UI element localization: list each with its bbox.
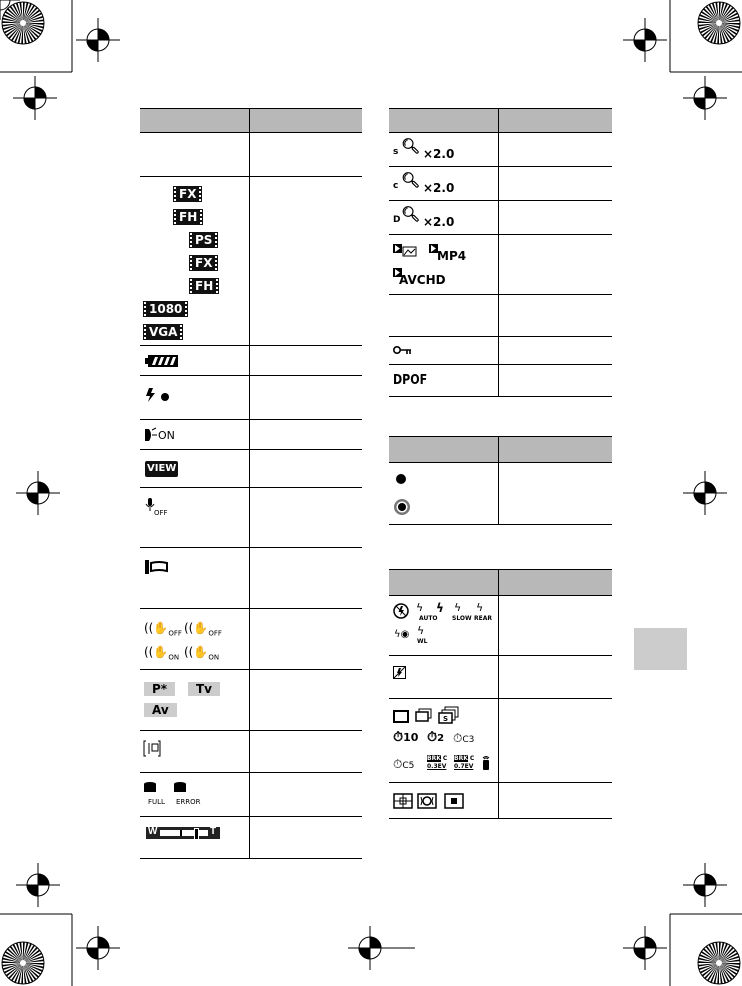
header-cell-indication [498,437,612,463]
memory-error-icon [174,782,188,794]
fh-quality-icon: FH [190,279,218,293]
table-row [389,235,498,295]
table-row [140,731,249,773]
registration-starburst [698,2,740,44]
table-row [389,699,498,783]
bracket-03-icon: BRK C 0.3EV [427,755,448,770]
multi-metering-icon [393,793,413,809]
self-timer-2-icon: ⏱︎2 [427,730,445,745]
image-size-guide-icon [144,741,162,757]
right-display-table-2 [389,436,612,525]
zoom-magnifier-icon: 🔍︎ [401,205,421,223]
svg-text:S: S [443,715,449,723]
left-display-table [140,108,362,859]
dpof-icon: DPOF [393,373,428,388]
self-timer-c3-icon: ⏱︎C3 [453,731,475,745]
af-illuminator-icon [144,427,158,443]
header-cell-display [389,437,498,463]
table-row [140,609,249,670]
table-row [389,783,498,819]
table-row [389,337,498,365]
speed-priority-icon [439,706,461,724]
registration-starburst [698,942,740,984]
continuous-icon [415,708,433,724]
tv-icon: Tv [188,682,220,696]
flash-off-icon [393,603,409,619]
mp4-label: MP4 [437,249,467,263]
flash-charging-icon [145,388,175,404]
fx-quality-icon: FX [174,187,201,201]
header-cell-display [140,109,249,133]
flash-wireless-icon: ϟ [417,624,425,637]
steadyshot-off-movie-icon: (($✋_{OFF}$ [184,621,222,638]
ps-quality-icon: PS [190,233,217,247]
header-cell-display [389,109,498,133]
protect-icon [393,346,413,356]
flash-redeye-icon: ϟ◉ [394,629,410,640]
right-display-table-1 [389,108,612,397]
table-row [389,596,498,656]
self-timer-c5-icon: ⏱︎C5 [393,757,415,771]
flash-wireless-label: WL [417,638,428,645]
zoom-magnifier-icon: 🔍︎ [401,171,421,189]
memory-error-label: ERROR [176,798,201,806]
table-row [140,177,249,346]
table-row [140,376,249,420]
zoom-scale-icon: W T [146,827,220,839]
table-row [389,656,498,699]
registration-starburst [2,2,44,44]
table-row [140,548,249,609]
av-icon: Av [144,703,177,717]
single-shot-icon [393,710,409,724]
header-cell-indication [498,570,612,596]
center-metering-icon [417,793,437,809]
bracket-07-icon: BRK C 0.7EV [454,755,475,770]
table-row [140,773,249,817]
af-illuminator-label: ON [158,429,175,442]
zoom-magnifier-icon: 🔍︎ [401,137,421,155]
header-cell-indication [249,109,362,133]
table-row [140,670,249,731]
fh-quality-icon: FH [174,210,202,224]
table-row [389,365,498,397]
table-row [140,346,249,376]
avchd-label: AVCHD [399,273,446,287]
view-icon: VIEW [145,461,178,477]
table-row: D 🔍︎ ×2.0 [389,201,498,235]
table-row [140,420,249,450]
steadyshot-off-icon: (($✋_{OFF}$ [144,621,182,638]
table-row [140,488,249,548]
flash-rear-icon: ϟ [476,601,484,614]
table-row [389,463,498,525]
vga-quality-icon: VGA [144,325,182,339]
steadyshot-on-icon: (($✋_{ON}$ [144,645,180,662]
flash-slow-label: SLOW [452,615,472,622]
table-row [140,817,249,859]
wind-noise-label: OFF [154,509,168,517]
table-row: s 🔍︎ ×2.0 [389,133,498,167]
right-display-table-3 [389,569,612,819]
panorama-icon [145,560,171,576]
battery-icon [145,354,179,368]
flash-disabled-icon [393,666,407,680]
flash-on-icon: ϟ [436,601,444,615]
flash-slow-icon: ϟ [454,601,462,614]
flash-auto-label: AUTO [419,615,438,622]
self-timer-10-icon: ⏱︎10 [393,730,419,745]
zoom-scale-text: ×2.0 [423,215,455,229]
memory-full-icon [144,782,158,794]
zoom-scale-text: ×2.0 [423,147,455,161]
memory-full-label: FULL [148,798,165,806]
steadyshot-on-movie-icon: (($✋_{ON}$ [184,645,220,662]
zoom-scale-text: ×2.0 [423,181,455,195]
flash-auto-icon: ϟ [416,601,424,614]
table-row: c 🔍︎ ×2.0 [389,167,498,201]
table-row [140,450,249,488]
flash-rear-label: REAR [474,615,492,622]
view-mode-folder-icon [393,244,419,258]
header-cell-indication [498,109,612,133]
recording-icon [395,473,407,485]
table-row [140,133,249,177]
p-star-icon: P* [144,682,175,696]
header-cell-display [389,570,498,596]
focus-ring-icon [393,498,411,516]
1080-quality-icon: 1080 [144,302,187,316]
registration-starburst [2,942,44,984]
section-tab [634,628,687,670]
table-row [389,295,498,337]
spot-metering-icon [444,793,464,809]
fx-quality-icon: FX [190,256,217,270]
remote-commander-icon [482,755,490,771]
